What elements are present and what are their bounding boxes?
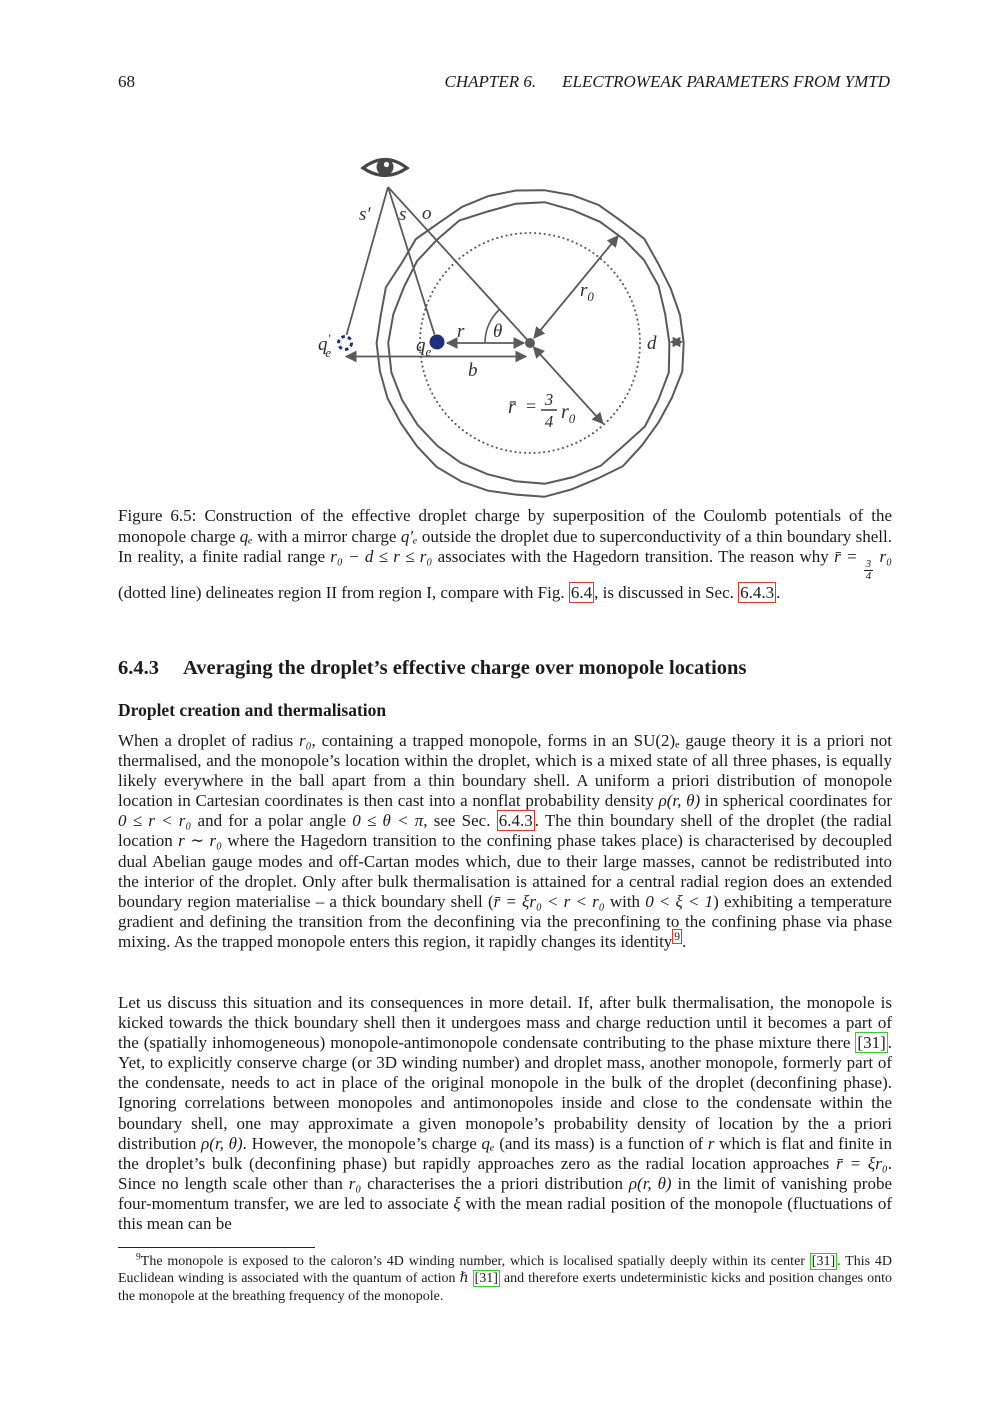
text-run: (and its mass) is a function of bbox=[494, 1133, 708, 1153]
section-heading bbox=[118, 657, 892, 680]
label-s-prime: s′ bbox=[359, 204, 371, 225]
math-run: q′ₑ bbox=[400, 526, 418, 546]
body-paragraph-2 bbox=[118, 993, 892, 1234]
text-run: . Yet, to explicitly conserve charge (or 3D winding number) and droplet mass, another monopole, formerly part of the condensate, needs to act in place of the original monopole in the bulk of the droplet (deconfining phase). Ignoring correlations between monopoles and antimonopoles inside and close to the condensate within the boundary shell, one may approximate a given monopole’s probability density of location by the a priori distribution bbox=[118, 1033, 892, 1153]
footnote-rule bbox=[118, 1247, 315, 1248]
text-run: (dotted line) delineates region II from region I, compare with Fig. bbox=[118, 582, 569, 602]
math-run: r̄ = ξr₀ < r < r₀ bbox=[493, 891, 605, 911]
label-d: d bbox=[647, 333, 657, 354]
label-r: r bbox=[457, 321, 465, 342]
text-run: in spherical coordinates for bbox=[700, 791, 892, 811]
text-run bbox=[469, 1271, 473, 1286]
footnote-marker: 9 bbox=[136, 1252, 141, 1263]
label-o: o bbox=[422, 203, 432, 224]
label-theta: θ bbox=[493, 321, 503, 342]
observer-eye-icon bbox=[363, 159, 407, 176]
label-mirror-charge: q′ e bbox=[318, 331, 332, 360]
svg-text:r̄: r̄ bbox=[508, 396, 516, 418]
label-r0: $r_0$ bbox=[580, 280, 594, 304]
citation-link[interactable]: [31] bbox=[857, 1033, 886, 1053]
math-run: 0 ≤ r < r₀ bbox=[118, 811, 192, 831]
crossref-link[interactable]: 6.4.3 bbox=[740, 582, 775, 602]
label-monopole-charge: $q_e$ bbox=[416, 335, 432, 359]
text-run: . bbox=[682, 931, 687, 951]
figure-6-5-diagram bbox=[300, 140, 700, 510]
citation-link[interactable]: [31] bbox=[811, 1254, 836, 1269]
svg-text:4: 4 bbox=[544, 412, 554, 431]
text-run: Let us discuss this situation and its consequences in more detail. If, after bulk thermalisation, the monopole is kicked towards the thick boundary shell then it undergoes mass and charge reduction until it becomes a part of the (spatially inhomogeneous) monopole-antimonopole condensate contributing to the phase mixture there bbox=[118, 993, 892, 1053]
text-run: associates with the Hagedorn transition. The reason why bbox=[432, 547, 835, 566]
math-run: ξ bbox=[453, 1193, 461, 1213]
text-run: . This 4D Euclidean winding is associated with the quantum of action bbox=[118, 1254, 892, 1287]
body-paragraph-1 bbox=[118, 731, 892, 952]
label-b: b bbox=[468, 360, 478, 381]
text-run: with bbox=[604, 891, 646, 911]
text-run: . However, the monopole’s charge bbox=[242, 1133, 482, 1153]
math-run: ρ(r, θ) bbox=[658, 791, 701, 811]
math-run: ℏ bbox=[459, 1271, 469, 1287]
text-run: , see Sec. bbox=[423, 811, 497, 831]
citation-link[interactable]: [31] bbox=[474, 1271, 498, 1287]
droplet-center-dot bbox=[525, 338, 535, 348]
text-run: with a mirror charge bbox=[252, 526, 401, 546]
text-run: , containing a trapped monopole, forms in an SU(2)ₑ gauge theory it is a priori not thermalised, and the monopole’s location within the droplet, which is a mixed state of all three phases, is equally likely everywhere in the ball apart from a thin boundary shell. A uniform a priori distribution of monopole location in Cartesian coordinates is then cast into a nonflat probability density bbox=[118, 731, 892, 811]
chapter-title: ELECTROWEAK PARAMETERS FROM YMTD bbox=[562, 72, 890, 91]
text-run: characterises the a priori distribution bbox=[361, 1173, 629, 1193]
subsection-heading: Droplet creation and thermalisation bbox=[118, 700, 387, 720]
svg-text:=: = bbox=[526, 396, 537, 416]
crossref-link[interactable]: 6.4.3 bbox=[498, 811, 533, 831]
footnote-ref-link[interactable]: 9 bbox=[674, 930, 681, 944]
footnote-text bbox=[118, 1253, 892, 1305]
text-run: When a droplet of radius bbox=[118, 731, 299, 750]
section-number: 6.4.3 bbox=[118, 657, 159, 679]
math-run: r₀ bbox=[299, 731, 312, 750]
rbar-equation bbox=[508, 390, 576, 431]
text-run: and for a polar angle bbox=[191, 811, 353, 831]
math-run: ρ(r, θ) bbox=[628, 1173, 672, 1193]
math-run: r₀ bbox=[874, 547, 892, 566]
page-header bbox=[118, 72, 890, 94]
r0-radius-arrow bbox=[534, 236, 618, 338]
monopole-charge-dot bbox=[430, 335, 445, 350]
math-run: r₀ bbox=[348, 1173, 362, 1193]
math-run: 0 < ξ < 1 bbox=[645, 891, 714, 911]
text-run: with the mean radial position of the monopole (fluctuations of this mean can be bbox=[118, 1193, 892, 1234]
running-header bbox=[445, 72, 890, 92]
text-run: The monopole is exposed to the caloron’s 4D winding number, which is localised spatially deeply within its center bbox=[140, 1254, 810, 1269]
math-run: r̄ = bbox=[834, 547, 863, 566]
text-run: which is flat and finite in the droplet’s bulk (deconfining phase) but rapidly approaches zero as the radial location approaches bbox=[118, 1133, 892, 1173]
math-run: r ∼ r₀ bbox=[178, 831, 223, 851]
text-run: in the limit of vanishing probe four-momentum transfer, we are led to associate bbox=[118, 1173, 892, 1213]
math-run: ρ(r, θ) bbox=[201, 1133, 243, 1153]
math-run: r bbox=[707, 1133, 715, 1153]
text-run: where the Hagedorn transition to the confining phase takes place) is characterised by decoupled dual Abelian gauge modes and off-Cartan modes which, due to their large masses, cannot be redistributed into the interior of the droplet. Only after bulk thermalisation is attained for a central radial region does an extended boundary region materialise – a thick boundary shell ( bbox=[118, 831, 893, 911]
figure-caption bbox=[118, 506, 892, 603]
text-run: and therefore exerts undeterministic kicks and position changes onto the monopole at the breathing frequency of the monopole. bbox=[118, 1271, 892, 1304]
text-run: . bbox=[776, 582, 781, 602]
text-run: ) exhibiting a temperature gradient and defining the transition from the deconfining via the preconfining to the confining phase via phase mixing. As the trapped monopole enters this region, it rapidly changes its identity bbox=[118, 891, 892, 951]
chapter-label: CHAPTER 6. bbox=[444, 72, 537, 91]
text-run: . The thin boundary shell of the droplet (the radial location bbox=[118, 811, 892, 851]
svg-text:r0: $r_0$ bbox=[561, 401, 576, 426]
math-run: r₀ − d ≤ r ≤ r₀ bbox=[330, 547, 433, 566]
math-run: r̄ = ξr₀ bbox=[836, 1153, 888, 1173]
inline-fraction: $\frac{3}{4}$ bbox=[865, 557, 872, 583]
math-run: qₑ bbox=[481, 1133, 495, 1153]
droplet-construction-svg bbox=[300, 140, 700, 510]
mirror-charge-dashed-dot bbox=[339, 337, 352, 350]
svg-text:3: 3 bbox=[544, 390, 554, 409]
section-title: Averaging the droplet’s effective charge over monopole locations bbox=[183, 657, 747, 679]
math-run: 0 ≤ θ < π bbox=[352, 811, 424, 831]
page-number: 68 bbox=[118, 72, 135, 91]
text-run: outside the droplet due to superconductivity of a thin boundary shell. In reality, a finite radial range bbox=[118, 526, 892, 566]
text-run: , is discussed in Sec. bbox=[594, 582, 739, 602]
label-s: s bbox=[399, 204, 407, 225]
text-run: Figure 6.5: Construction of the effective droplet charge by superposition of the Coulomb potentials of the monopole charge bbox=[118, 506, 892, 546]
text-run: . Since no length scale other than bbox=[118, 1153, 892, 1193]
math-run: qₑ bbox=[239, 526, 253, 546]
crossref-link[interactable]: 6.4 bbox=[570, 582, 593, 602]
